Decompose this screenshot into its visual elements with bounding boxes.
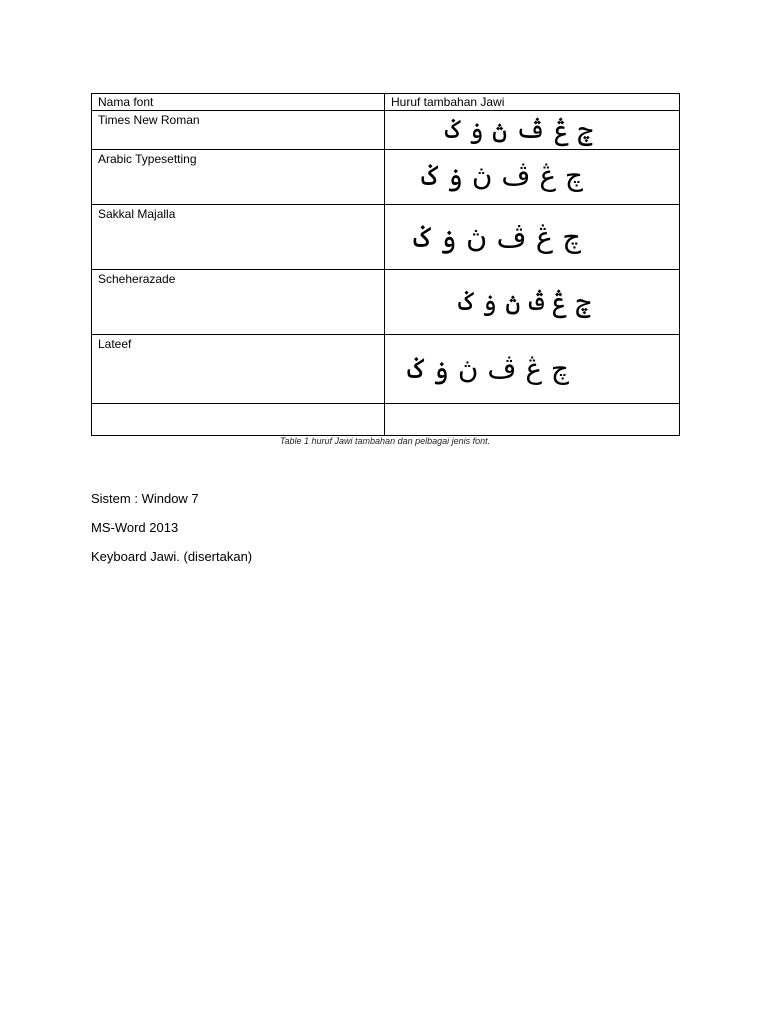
jawi-letters: چ ڠ ڤ ڽ ۏ ݢ	[421, 159, 583, 192]
font-name-cell	[92, 205, 385, 270]
font-name	[98, 404, 378, 405]
table-row	[92, 111, 680, 150]
jawi-letters-cell	[385, 150, 680, 205]
table-row	[92, 205, 680, 270]
keyboard-info-line: Keyboard Jawi. (disertakan)	[91, 549, 253, 564]
font-name-cell	[92, 404, 385, 436]
jawi-letters-cell	[385, 205, 680, 270]
table-row	[92, 335, 680, 404]
table-header-row	[92, 94, 680, 111]
jawi-letters-cell	[385, 270, 680, 335]
software-info-line: MS-Word 2013	[91, 520, 179, 535]
system-value: Window 7	[137, 491, 199, 506]
font-name: Times New Roman	[98, 113, 200, 127]
header-font-name: Nama font	[92, 94, 385, 111]
font-name-cell	[92, 111, 385, 150]
system-info-line	[91, 490, 199, 508]
jawi-letters: چ ڠ ڤ ڽ ۏ ݢ	[458, 287, 591, 317]
font-name-cell	[92, 150, 385, 205]
table-caption: Table 1 huruf Jawi tambahan dan pelbagai jenis font.	[279, 436, 491, 446]
table-row-empty	[92, 404, 680, 436]
header-jawi-letters: Huruf tambahan Jawi	[385, 94, 680, 111]
font-name: Lateef	[98, 337, 132, 351]
table-row	[92, 270, 680, 335]
font-name: Sakkal Majalla	[98, 207, 176, 221]
jawi-letters: چ ڠ ڤ ڽ ۏ ݢ	[413, 220, 581, 254]
jawi-font-table	[91, 93, 680, 436]
jawi-letters: چ ڠ ڤ ڽ ۏ ݢ	[445, 115, 593, 145]
font-name-cell	[92, 270, 385, 335]
font-name-cell	[92, 335, 385, 404]
jawi-letters-cell	[385, 335, 680, 404]
system-label: Sistem :	[91, 491, 138, 506]
font-name: Scheherazade	[98, 272, 176, 286]
jawi-letters-cell	[385, 111, 680, 150]
jawi-letters-cell	[385, 404, 680, 436]
table-row	[92, 150, 680, 205]
jawi-letters: چ ڠ ڤ ڽ ۏ ݢ	[407, 352, 569, 385]
font-name: Arabic Typesetting	[98, 152, 197, 166]
